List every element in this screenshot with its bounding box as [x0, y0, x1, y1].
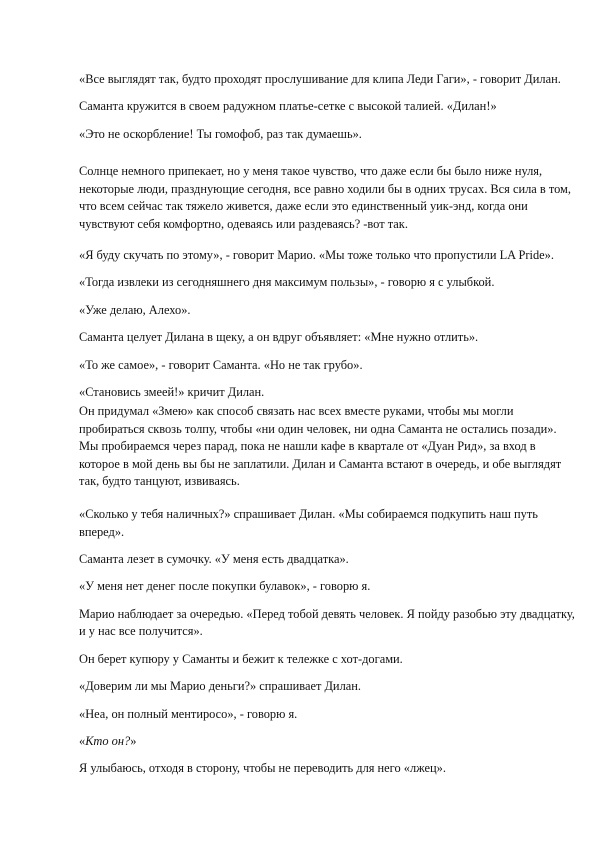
text-line: Саманта целует Дилана в щеку, а он вдруг объявляет: «Мне нужно отлить». [79, 330, 479, 345]
text-line: вперед». [79, 524, 125, 539]
text-line: чувствуют себя комфортно, одеваясь или раздеваясь? -вот так. [79, 216, 408, 231]
text-line: Я улыбаюсь, отходя в сторону, чтобы не переводить для него «лжец». [79, 761, 446, 776]
text-line-italic-question [79, 733, 549, 751]
text-line: Он придумал «Змею» как способ связать нас всех вместе руками, чтобы мы могли [79, 404, 514, 418]
text-line: «Неа, он полный ментиросо», - говорю я. [79, 706, 298, 721]
text-line: так, будто танцуют, извиваясь. [79, 474, 240, 489]
text-line: Мы пробираемся через парад, пока не нашли кафе в квартале от «Дуан Рид», за вход в [79, 439, 536, 454]
italic-question: Кто он? [85, 733, 131, 748]
text-line: «Доверим ли мы Марио деньги?» спрашивает Дилан. [79, 679, 361, 694]
text-line: «То же самое», - говорит Саманта. «Но не так грубо». [79, 357, 363, 372]
text-line: «Все выглядят так, будто проходят прослушивание для клипа Леди Гаги», - говорит Дилан. [79, 72, 561, 86]
quote-open: « [79, 733, 86, 748]
text-line: «Это не оскорбление! Ты гомофоб, раз так думаешь». [79, 126, 362, 141]
paragraph-3 [79, 247, 554, 402]
paragraph-4 [79, 403, 562, 491]
text-line: «Тогда извлеки из сегодняшнего дня максимум пользы», - говорю я с улыбкой. [79, 275, 495, 290]
paragraph-1 [79, 71, 561, 143]
text-line: «Становись змеей!» кричит Дилан. [79, 384, 265, 399]
text-line: Саманта лезет в сумочку. «У меня есть двадцатка». [79, 551, 349, 566]
text-line: «У меня нет денег после покупки булавок», - говорю я. [79, 579, 371, 594]
text-line: Он берет купюру у Саманты и бежит к тележке с хот-догами. [79, 651, 403, 666]
text-line: которое в мой день вы бы не заплатили. Дилан и Саманта встают в очередь, и обе выглядят [79, 456, 562, 471]
text-line: Саманта кружится в своем радужном платье-сетке с высокой талией. «Дилан!» [79, 99, 497, 114]
text-line: некоторые люди, празднующие сегодня, все равно ходили бы в одних трусах. Вся сила в том, [79, 181, 571, 196]
text-line: Марио наблюдает за очередью. «Перед тобой девять человек. Я пойду разобью эту двадцатку, [79, 606, 575, 621]
text-line: «Уже делаю, Алехо». [79, 302, 191, 317]
quote-close: » [130, 733, 137, 748]
paragraph-5 [79, 506, 575, 778]
text-line: пробираться сквозь толпу, чтобы «ни один человек, ни одна Саманта не остались позади». [79, 421, 557, 436]
text-line: что всем сейчас так тяжело живется, даже если это единственный уик-энд, когда они [79, 199, 528, 214]
text-line: Солнце немного припекает, но у меня такое чувство, что даже если бы было ниже нуля, [79, 164, 543, 178]
text-line: «Я буду скучать по этому», - говорит Марио. «Мы тоже только что пропустили LA Pride». [79, 248, 554, 262]
paragraph-2 [79, 163, 571, 233]
text-line: и у нас все получится». [79, 624, 203, 639]
text-line: «Сколько у тебя наличных?» спрашивает Дилан. «Мы собираемся подкупить наш путь [79, 507, 538, 521]
